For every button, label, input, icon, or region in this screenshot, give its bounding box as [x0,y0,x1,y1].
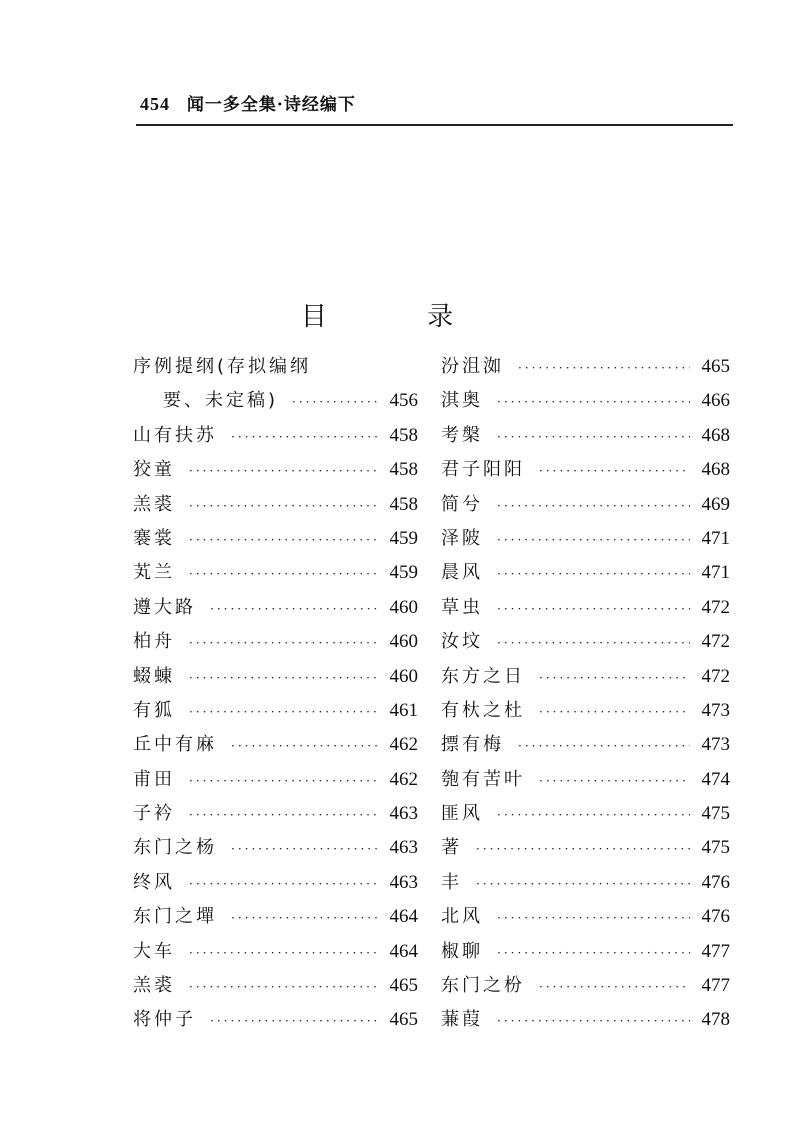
toc-leader-dots [231,901,378,935]
toc-entry [441,935,730,969]
toc-entry-page: 478 [701,1009,730,1031]
toc-entry-page: 475 [701,803,730,825]
toc-leader-dots [189,695,378,729]
toc-entry-title: 褰裳 [133,527,175,549]
toc-leader-dots [189,970,378,1004]
toc-entry [133,763,418,797]
toc-entry [133,866,418,900]
toc-entry [441,453,730,487]
toc-entry-page: 476 [701,906,730,928]
toc-entry-page: 472 [701,631,730,653]
toc-leader-dots [518,351,690,385]
toc-entry-page: 461 [389,699,418,721]
toc-leader-dots [497,901,690,935]
toc-entry-page: 472 [701,665,730,687]
toc-entry-page: 456 [389,390,418,412]
toc-leader-dots [210,592,378,626]
toc-entry [441,625,730,659]
toc-entry [133,935,418,969]
toc-entry-title: 泽陂 [441,527,483,549]
toc-entry-page: 466 [701,390,730,412]
toc-entry-page: 458 [389,424,418,446]
toc-entry-title: 东门之枌 [441,975,525,997]
toc-entry-page: 465 [389,975,418,997]
toc-entry-title: 蝃蝀 [133,665,175,687]
toc-entry-page: 462 [389,734,418,756]
toc-entry-page: 477 [701,940,730,962]
toc-entry [441,350,730,384]
toc-entry-title: 东方之日 [441,665,525,687]
toc-leader-dots [189,626,378,660]
toc-entry-page: 477 [701,975,730,997]
toc-leader-dots [189,557,378,591]
toc-leader-dots [539,970,690,1004]
toc-leader-dots [539,661,690,695]
toc-entry-title: 匏有苦叶 [441,768,525,790]
toc-entry [441,694,730,728]
toc-entry-title: 汾沮洳 [441,356,504,377]
toc-leader-dots [189,523,378,557]
toc-leader-dots [231,420,378,454]
toc-leader-dots [497,489,690,523]
toc-entry-page: 476 [701,871,730,893]
toc-entry [133,831,418,865]
toc-entry [133,1003,418,1037]
toc-leader-dots [210,1004,378,1038]
toc-entry [133,625,418,659]
toc-entry [133,453,418,487]
toc-entry [441,1003,730,1037]
header-rule [136,124,733,126]
toc-entry-page: 472 [701,596,730,618]
toc-entry-title: 淇奥 [441,390,483,412]
toc-entry [133,660,418,694]
toc-entry-page: 464 [389,940,418,962]
toc-entry-title: 狡童 [133,459,175,481]
toc-entry-title: 柏舟 [133,631,175,653]
toc-leader-dots [231,832,378,866]
toc-entry [133,797,418,831]
toc-entry-title: 将仲子 [133,1009,196,1031]
toc-leader-dots [189,867,378,901]
toc-entry [133,900,418,934]
toc-entry [133,419,418,453]
toc-leader-dots [189,489,378,523]
toc-leader-dots [189,764,378,798]
toc-leader-dots [539,454,690,488]
toc-leader-dots [539,695,690,729]
toc-entry-title: 有杕之杜 [441,699,525,721]
toc-left-column [133,350,418,1038]
toc-entry-page: 459 [389,527,418,549]
toc-entry-page: 473 [701,734,730,756]
toc-entry-title: 大车 [133,940,175,962]
toc-leader-dots [476,867,690,901]
toc-entry [133,969,418,1003]
toc-entry-title: 东门之杨 [133,837,217,859]
toc-leader-dots [189,454,378,488]
toc-entry-page: 460 [389,631,418,653]
toc-leader-dots [497,420,690,454]
toc-entry [441,522,730,556]
toc-leader-dots [476,832,690,866]
toc-entry [441,384,730,418]
toc-leader-dots [189,936,378,970]
toc-entry-page: 468 [701,424,730,446]
toc-entry [441,831,730,865]
toc-entry-page: 459 [389,562,418,584]
toc-leader-dots [497,1004,690,1038]
toc-leader-dots [518,729,690,763]
toc-entry-title: 晨风 [441,562,483,584]
toc-entry [441,866,730,900]
toc-entry-page: 468 [701,459,730,481]
toc-entry [133,556,418,590]
toc-entry-page: 464 [389,906,418,928]
toc-entry [441,488,730,522]
toc-leader-dots [497,557,690,591]
toc-entry [441,763,730,797]
toc-entry-page: 471 [701,562,730,584]
toc-leader-dots [497,798,690,832]
toc-entry-title: 山有扶苏 [133,424,217,446]
toc-leader-dots [497,385,690,419]
toc-entry [133,350,418,384]
toc-entry [441,728,730,762]
toc-entry-page: 465 [389,1009,418,1031]
toc-entry [441,419,730,453]
toc-entry-page: 463 [389,837,418,859]
toc-entry-page: 463 [389,871,418,893]
toc-entry-title: 北风 [441,906,483,928]
toc-entry-title: 甫田 [133,768,175,790]
toc-leader-dots [497,523,690,557]
toc-entry [133,384,418,418]
toc-entry-page: 458 [389,459,418,481]
toc-entry [441,591,730,625]
header-book-title: 闻一多全集·诗经编下 [186,95,356,115]
toc-entry [441,969,730,1003]
toc-entry-title: 丰 [441,871,462,893]
toc-entry-title: 羔裘 [133,975,175,997]
running-header [140,90,732,115]
toc-leader-dots [189,798,378,832]
toc-entry-title: 芄兰 [133,562,175,584]
toc-entry-title: 考槃 [441,424,483,446]
toc-entry [133,488,418,522]
toc-entry [441,900,730,934]
toc-entry-title: 著 [441,837,462,859]
toc-entry-title: 丘中有麻 [133,734,217,756]
toc-entry-title: 汝坟 [441,631,483,653]
toc-entry-page: 475 [701,837,730,859]
toc-leader-dots [231,729,378,763]
toc-leader-dots [539,764,690,798]
toc-entry-page: 463 [389,803,418,825]
toc-entry-page: 462 [389,768,418,790]
toc-entry-page: 473 [701,699,730,721]
toc-title: 目 录 [300,302,500,332]
toc-entry-title: 遵大路 [133,596,196,618]
toc-entry-title: 椒聊 [441,940,483,962]
toc-entry-title: 君子阳阳 [441,459,525,481]
toc-entry-page: 460 [389,665,418,687]
toc-entry-title: 子衿 [133,803,175,825]
toc-entry [441,556,730,590]
toc-entry-page: 460 [389,596,418,618]
header-page-number: 454 [140,94,170,114]
toc-entry [133,591,418,625]
toc-leader-dots [497,626,690,660]
toc-entry-title: 要、未定稿) [163,390,279,412]
toc-entry-page: 469 [701,493,730,515]
toc-entry-title: 序例提纲(存拟编纲 [133,356,312,377]
toc-right-column [441,350,730,1038]
toc-entry [133,728,418,762]
toc-entry-title: 匪风 [441,803,483,825]
toc-entry-title: 简兮 [441,493,483,515]
toc-entry-title: 羔裘 [133,493,175,515]
toc-entry-page: 465 [701,356,730,377]
toc-entry [133,522,418,556]
toc-entry-page: 474 [701,768,730,790]
toc-leader-dots [497,592,690,626]
toc-leader-dots [189,661,378,695]
toc-leader-dots [497,936,690,970]
toc-entry-page: 471 [701,527,730,549]
toc-entry-title: 东门之墠 [133,906,217,928]
toc-entry-title: 蒹葭 [441,1009,483,1031]
toc-entry [441,660,730,694]
toc-entry [441,797,730,831]
toc-entry-title: 终风 [133,871,175,893]
toc-entry-title: 摽有梅 [441,734,504,756]
toc-entry [133,694,418,728]
toc-entry-title: 草虫 [441,596,483,618]
toc-entry-page: 458 [389,493,418,515]
toc-entry-title: 有狐 [133,699,175,721]
toc-leader-dots [292,385,377,419]
